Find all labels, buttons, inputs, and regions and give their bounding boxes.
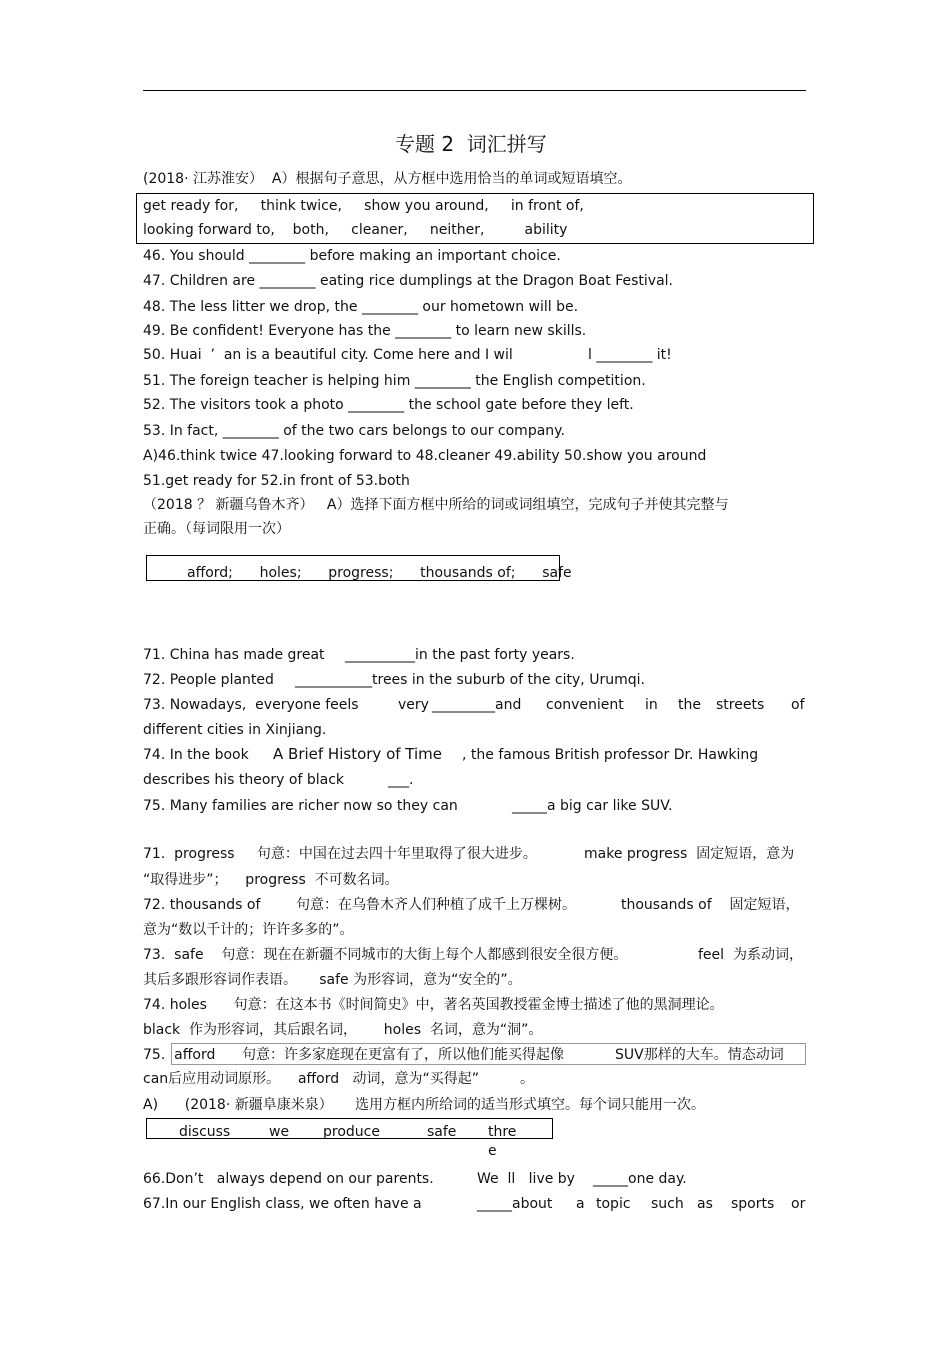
question-67-word: sports bbox=[731, 1196, 775, 1212]
word-box-3-word: produce bbox=[323, 1124, 380, 1140]
question-66-blank: _____one day. bbox=[593, 1171, 687, 1187]
question-73-word: in bbox=[645, 697, 658, 713]
answer-71: 71. progress 句意：中国在过去四十年里取得了很大进步。 bbox=[143, 846, 537, 862]
question-74-blank: ___. bbox=[388, 772, 414, 788]
question-73-word: of bbox=[791, 697, 805, 713]
question-73-word: convenient bbox=[546, 697, 624, 713]
book-title: A Brief History of Time bbox=[273, 745, 442, 763]
question-52: 52. The visitors took a photo ________ the school gate before they left. bbox=[143, 397, 634, 413]
question-67: 67.In our English class, we often have a bbox=[143, 1196, 422, 1212]
answer-72: 72. thousands of 句意：在乌鲁木齐人们种植了成千上万棵树。 bbox=[143, 897, 576, 913]
question-67-word: a bbox=[576, 1196, 585, 1212]
answer-71-cont: “取得进步”； progress 不可数名词。 bbox=[143, 872, 399, 888]
question-75-blank: _____a big car like SUV. bbox=[512, 798, 673, 814]
question-46: 46. You should ________ before making an important choice. bbox=[143, 248, 561, 264]
question-50-end: l ________ it! bbox=[588, 347, 672, 363]
question-72: 72. People planted bbox=[143, 672, 274, 688]
question-74-line2: describes his theory of black bbox=[143, 772, 345, 788]
question-74: 74. In the book bbox=[143, 747, 249, 763]
answer-72-note: thousands of 固定短语， bbox=[621, 897, 800, 913]
question-51: 51. The foreign teacher is helping him ________ the English competition. bbox=[143, 373, 646, 389]
answer-75: 75. afford 句意：许多家庭现在更富有了，所以他们能买得起像 bbox=[143, 1047, 565, 1063]
word-box-2-words: afford; holes; progress; thousands of; safe bbox=[187, 565, 572, 581]
question-73-word: streets bbox=[716, 697, 765, 713]
word-box-1-line2: looking forward to, both, cleaner, neither, ability bbox=[143, 222, 568, 238]
question-47: 47. Children are ________ eating rice dumplings at the Dragon Boat Festival. bbox=[143, 273, 674, 289]
top-rule bbox=[143, 90, 806, 91]
question-67-word: such bbox=[651, 1196, 684, 1212]
word-box-3-word-end: e bbox=[488, 1143, 497, 1159]
question-53: 53. In fact, ________ of the two cars belongs to our company. bbox=[143, 423, 565, 439]
answer-73-note: feel 为系动词， bbox=[698, 947, 803, 963]
answer-74: 74. holes 句意：在这本书《时间简史》中，著名英国教授霍金博士描述了他的黑洞理论。 bbox=[143, 997, 724, 1013]
section2-heading-2: 正确。（每词限用一次） bbox=[143, 521, 290, 537]
answer-71-note: make progress 固定短语，意为 bbox=[584, 846, 795, 862]
answer-75-cont: can后应用动词原形。 afford 动词，意为“买得起” bbox=[143, 1071, 479, 1087]
question-72-blank: ___________trees in the suburb of the city, Urumqi. bbox=[295, 672, 645, 688]
question-66-cont: We ll live by bbox=[477, 1171, 575, 1187]
question-67-blank: _____about bbox=[477, 1196, 553, 1212]
question-67-word: or bbox=[791, 1196, 806, 1212]
question-73-blank: _________and bbox=[432, 697, 522, 713]
section3-heading: A) (2018· 新疆阜康米泉） 选用方框内所给词的适当形式填空。每个词只能用一次。 bbox=[143, 1097, 705, 1113]
word-box-3-word: discuss bbox=[179, 1124, 231, 1140]
answer-75-note: SUV那样的大车。情态动词 bbox=[615, 1047, 784, 1063]
answer-73: 73. safe 句意：现在在新疆不同城市的大街上每个人都感到很安全很方便。 bbox=[143, 947, 628, 963]
question-67-word: topic bbox=[596, 1196, 631, 1212]
question-73-cont: different cities in Xinjiang. bbox=[143, 722, 327, 738]
question-50: 50. Huai ’ an is a beautiful city. Come here and I wil bbox=[143, 347, 513, 363]
question-71: 71. China has made great bbox=[143, 647, 325, 663]
page-title: 专题 2 词汇拼写 bbox=[395, 132, 547, 156]
answers-line2: 51.get ready for 52.in front of 53.both bbox=[143, 473, 410, 489]
section1-heading: (2018· 江苏淮安） A）根据句子意思，从方框中选用恰当的单词或短语填空。 bbox=[143, 171, 632, 187]
answer-74-cont: black 作为形容词，其后跟名词， holes 名词，意为“洞”。 bbox=[143, 1022, 543, 1038]
question-49: 49. Be confident! Everyone has the ________ to learn new skills. bbox=[143, 323, 587, 339]
question-66: 66.Don’t always depend on our parents. bbox=[143, 1171, 434, 1187]
word-box-1-line1: get ready for, think twice, show you around, in front of, bbox=[143, 198, 584, 214]
question-48: 48. The less litter we drop, the ________ our hometown will be. bbox=[143, 299, 579, 315]
word-box-3-word: thre bbox=[488, 1124, 517, 1140]
question-75: 75. Many families are richer now so they can bbox=[143, 798, 458, 814]
question-67-word: as bbox=[697, 1196, 713, 1212]
question-73-word: the bbox=[678, 697, 701, 713]
answer-75-end: 。 bbox=[520, 1071, 534, 1087]
word-box-3-word: we bbox=[269, 1124, 290, 1140]
question-74-cont: , the famous British professor Dr. Hawking bbox=[462, 747, 759, 763]
section2-heading-1: （2018 ？ 新疆乌鲁木齐） A）选择下面方框中所给的词或词组填空，完成句子并使其完整与 bbox=[143, 497, 729, 513]
answer-73-cont: 其后多跟形容词作表语。 safe 为形容词，意为“安全的”。 bbox=[143, 972, 522, 988]
question-73-very: very bbox=[398, 697, 429, 713]
question-71-blank: __________in the past forty years. bbox=[345, 647, 575, 663]
word-box-3-word: safe bbox=[427, 1124, 457, 1140]
answer-72-cont: 意为“数以千计的；许许多多的”。 bbox=[143, 922, 354, 938]
answers-line1: A)46.think twice 47.looking forward to 48.cleaner 49.ability 50.show you around bbox=[143, 448, 707, 464]
question-73: 73. Nowadays, everyone feels bbox=[143, 697, 359, 713]
